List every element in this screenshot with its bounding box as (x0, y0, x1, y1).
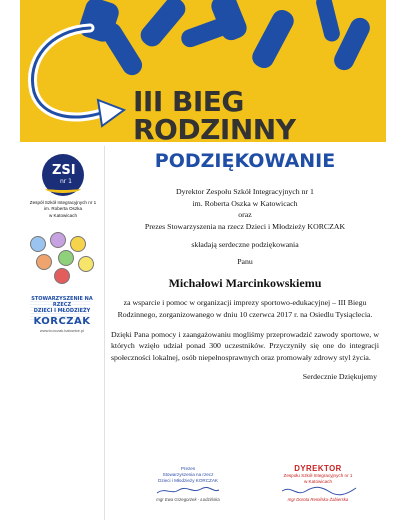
greeting-line: składają serdeczne podziękowania (191, 239, 299, 249)
association-logo-line2: DZIECI I MŁODZIEŻY (33, 308, 91, 314)
signature-stamp-line: Stowarzyszenia na rzecz (162, 472, 214, 478)
addressee-title: Panu (237, 257, 253, 267)
handwritten-signature (153, 485, 223, 497)
school-logo-text: ZSI (52, 163, 76, 178)
smiley-face-icon (30, 236, 46, 252)
smiley-face-icon (36, 254, 52, 270)
school-logo-sub: nr 1 (60, 178, 72, 185)
handwritten-signature (276, 485, 360, 497)
conjunction: oraz (238, 210, 252, 220)
school-name-line: Zespół Szkół Integracyjnych nr 1 (29, 200, 97, 205)
smiley-face-icon (78, 256, 94, 272)
signature-block-president (148, 466, 228, 502)
smiley-face-icon (50, 232, 66, 248)
event-banner (20, 0, 386, 142)
smiley-face-icon (54, 268, 70, 284)
arrow-logo-icon (20, 0, 150, 142)
association-logo-line1: STOWARZYSZENIE NA RZECZ (31, 296, 93, 308)
signature-stamp-line: w Katowicach (303, 479, 333, 485)
signature-block-director (270, 464, 366, 502)
signature-role: DYREKTOR (294, 464, 342, 473)
smiley-face-icon (58, 250, 74, 266)
banner-title: III BIEG RODZINNY (133, 85, 296, 142)
school-logo-arc (45, 184, 81, 193)
details-paragraph: Dzięki Pana pomocy i zaangażowaniu mogliśmy przeprowadzić zawody sportowe, w których wzięło udział ponad 300 uczestników. Przyczyniły się one do integracji społeczności lokalnej, osób niepełnosprawnych oraz promowały zdrowy styl życia. (111, 329, 379, 362)
smiley-face-icon (70, 236, 86, 252)
from-line-3: Prezes Stowarzyszenia na rzecz Dzieci i Młodzieży KORCZAK (144, 222, 346, 232)
association-logo-name: KORCZAK (33, 316, 91, 327)
from-line-2: im. Roberta Oszka w Katowicach (192, 198, 298, 208)
signature-stamp-line: Zespołu Szkół Integracyjnych nr 1 (283, 473, 353, 478)
school-logo (42, 154, 84, 196)
association-logo-url: www.korczak.katowice.pl (39, 328, 85, 333)
closing-line: Serdecznie Dziękujemy (302, 371, 377, 381)
signature-role: Prezes (180, 466, 196, 471)
thanks-paragraph: za wsparcie i pomoc w organizacji imprezy sportowo-edukacyjnej – III Biegu Rodzinnego, zorganizowanego w dniu 10 czerwca 2017 r. na Osiedlu Tysiąclecia. (117, 298, 373, 319)
letter-title: PODZIĘKOWANIE (154, 150, 336, 172)
from-line-1: Dyrektor Zespołu Szkół Integracyjnych nr 1 (176, 187, 314, 196)
school-name-line: w Katowicach (48, 212, 78, 218)
runner-graphic (249, 6, 298, 71)
banner-title-block (133, 85, 383, 142)
signatory-name: mgr Dorota Remilska-Żabierska (287, 497, 349, 503)
letter-body (105, 146, 385, 381)
association-logo (26, 296, 98, 333)
recipient-name: Michałowi Marcinkowskiemu (168, 276, 322, 291)
sidebar-logos (20, 146, 105, 520)
school-name-line: im. Roberta Oszka (43, 206, 83, 212)
school-name (24, 200, 102, 219)
association-emblem (28, 232, 98, 284)
signatory-name: mgr Ewa Grzegorzek - Łodzińska (156, 496, 220, 502)
runner-graphic (314, 0, 341, 43)
signature-stamp-line: Dzieci i Młodzieży KORCZAK (158, 478, 218, 484)
